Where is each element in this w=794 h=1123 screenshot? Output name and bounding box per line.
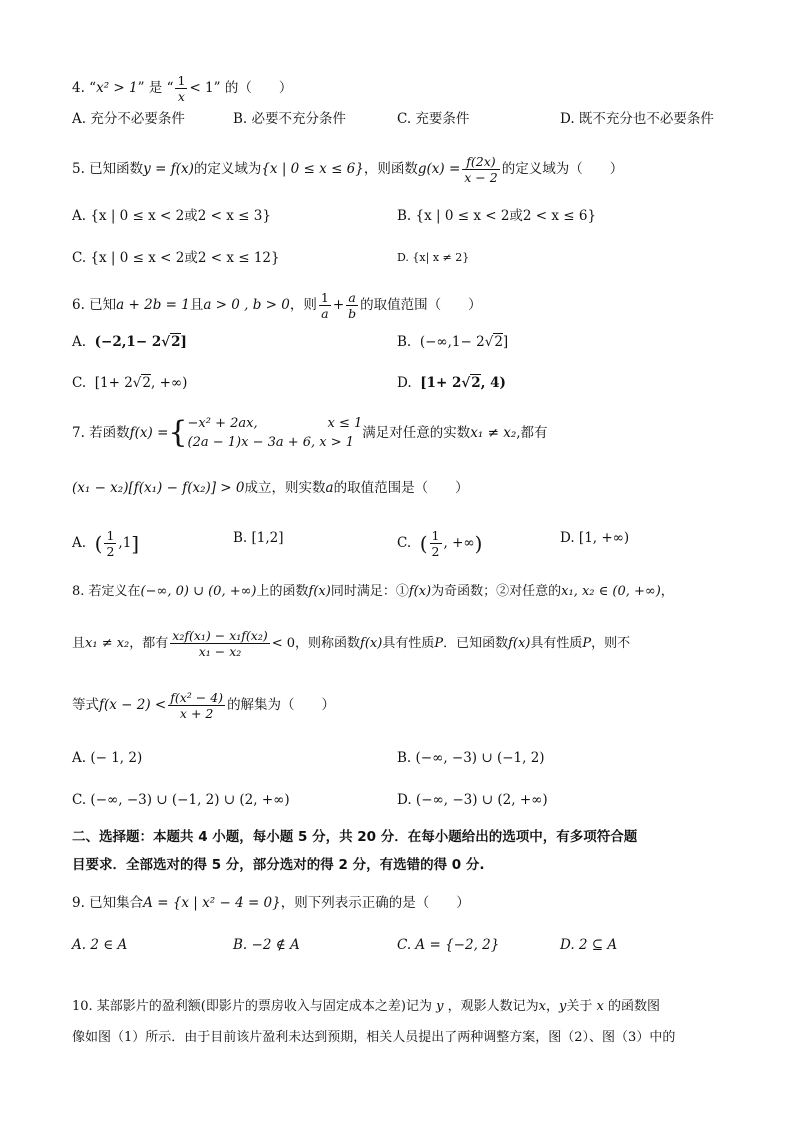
q7-option-c-paren: ( bbox=[419, 531, 428, 556]
q7-text: 满足对任意的实数 bbox=[362, 425, 471, 441]
q8-text: 的解集为（ ） bbox=[227, 697, 336, 713]
q10-text: 10. 某部影片的盈利额(即影片的票房收入与固定成本之差)记为 bbox=[72, 999, 432, 1014]
q8-property: P bbox=[434, 636, 444, 651]
q4-text: 4. “ bbox=[72, 80, 97, 96]
q6-option-a-part: ] bbox=[180, 334, 187, 350]
q6-text: 且 bbox=[189, 297, 204, 313]
q8-stem-line-2 bbox=[72, 628, 734, 659]
q8-inequality-lhs: f(x − 2) < bbox=[99, 697, 167, 713]
q7-text: 的取值范围是（ ） bbox=[333, 480, 469, 496]
q6-option-d-value: [1+ 2√2, 4) bbox=[420, 375, 506, 391]
q8-inequality-num: f(x² − 4) bbox=[170, 690, 224, 705]
q8-text: 等式 bbox=[72, 697, 99, 713]
q7-option-d: D. [1, +∞) bbox=[560, 530, 630, 546]
q6-option-d-label: D. bbox=[397, 375, 412, 391]
q7-option-c-fraction bbox=[430, 528, 442, 559]
q6-option-b-label: B. bbox=[397, 334, 412, 350]
q6-option-c-part: , +∞) bbox=[151, 375, 188, 391]
q4-condition-1: x² > 1 bbox=[96, 80, 138, 96]
q5-function: y = f(x) bbox=[143, 161, 194, 177]
q7-text: 7. 若函数 bbox=[72, 425, 130, 441]
q4-stem bbox=[72, 73, 734, 104]
q8-function: f(x) bbox=[360, 636, 383, 651]
q6-stem bbox=[72, 290, 734, 321]
q8-text: 8. 若定义在 bbox=[72, 584, 141, 599]
q4-fraction bbox=[175, 73, 187, 104]
q4-text: ” 是 “ bbox=[137, 80, 174, 96]
q6-fraction-1 bbox=[319, 290, 331, 321]
q5-fraction bbox=[462, 154, 499, 185]
q7-piecewise bbox=[188, 414, 363, 452]
q8-fraction bbox=[170, 628, 269, 659]
q6-option-a-part: (−2,1− 2 bbox=[94, 334, 162, 350]
q10-text: ， bbox=[545, 999, 559, 1014]
q7-piece-1-cond: x ≤ 1 bbox=[327, 416, 363, 431]
q7-piece-2: (2a − 1)x − 3a + 6, x > 1 bbox=[187, 435, 355, 450]
q8-option-c: C. (−∞, −3) ∪ (−1, 2) ∪ (2, +∞) bbox=[72, 792, 290, 808]
q5-text: 的定义域为（ ） bbox=[501, 161, 624, 177]
q6-condition: a > 0 , b > 0 bbox=[203, 297, 290, 313]
q7-x1x2: x₁ ≠ x₂ bbox=[470, 425, 517, 441]
q8-inequality-den: x + 2 bbox=[179, 706, 214, 721]
q7-variable: a bbox=[325, 480, 334, 496]
q7-piece-1-expr: −x² + 2ax, bbox=[187, 416, 258, 431]
q9-option-a: A. 2 ∈ A bbox=[72, 937, 128, 953]
q4-option-a: A. 充分不必要条件 bbox=[72, 111, 185, 127]
q6-equation: a + 2b = 1 bbox=[116, 297, 190, 313]
q9-text: ，则下列表示正确的是（ ） bbox=[280, 895, 470, 911]
q8-function: f(x) bbox=[508, 636, 531, 651]
q7-text: 成立，则实数 bbox=[244, 480, 326, 496]
q7-option-c-den: 2 bbox=[431, 544, 440, 559]
q7-option-c bbox=[397, 528, 482, 559]
q8-stem-line-3 bbox=[72, 690, 734, 721]
q10-text: 关于 bbox=[566, 999, 593, 1014]
q6-option-c-value: [1+ 2√2, +∞) bbox=[94, 375, 188, 391]
q6-option-c-part: [1+ 2 bbox=[94, 375, 133, 391]
q6-fraction-1-num: 1 bbox=[320, 290, 329, 305]
q8-property: P bbox=[582, 636, 592, 651]
q7-option-a-bracket: ] bbox=[131, 531, 140, 556]
q4-condition-2-rest: < 1 bbox=[189, 80, 214, 96]
q5-domain: {x | 0 ≤ x ≤ 6} bbox=[261, 161, 364, 177]
q10-var-x: x bbox=[596, 999, 604, 1014]
q7-option-a-paren: ( bbox=[94, 531, 103, 556]
q4-text: ” 的（ ） bbox=[213, 80, 293, 96]
q5-option-c: C. {x | 0 ≤ x < 2或2 < x ≤ 12} bbox=[72, 250, 280, 266]
q5-fraction-num: f(2x) bbox=[462, 154, 499, 170]
q8-function: f(x) bbox=[308, 584, 331, 599]
q8-option-d: D. (−∞, −3) ∪ (2, +∞) bbox=[397, 792, 548, 808]
q6-option-a bbox=[72, 332, 187, 352]
q8-condition: x₁ ≠ x₂ bbox=[85, 636, 130, 651]
q7-option-a-num: 1 bbox=[106, 528, 115, 543]
q7-option-a-fraction bbox=[104, 528, 116, 559]
q8-function: f(x) bbox=[408, 584, 432, 599]
q9-set: A = {x | x² − 4 = 0} bbox=[143, 895, 281, 911]
q6-plus: + bbox=[332, 297, 345, 313]
q6-option-b-part: ] bbox=[502, 334, 509, 350]
q6-option-c bbox=[72, 373, 187, 393]
q7-option-c-rest: , +∞ bbox=[443, 535, 475, 551]
q8-text: 且 bbox=[72, 636, 86, 651]
q7-text: ,都有 bbox=[516, 425, 548, 441]
q6-text: 6. 已知 bbox=[72, 297, 117, 313]
q6-option-d-part: , 4) bbox=[480, 375, 506, 391]
section-2-heading-line-2: 目要求．全部选对的得 5 分，部分选对的得 2 分，有选错的得 0 分. bbox=[72, 857, 485, 873]
q10-text: 的函数图 bbox=[607, 999, 660, 1014]
q10-var-y: y bbox=[558, 999, 567, 1014]
q5-option-d: D. {x| x ≠ 2} bbox=[397, 251, 470, 264]
q7-option-a-rest: ,1 bbox=[118, 535, 132, 551]
q4-option-c: C. 充要条件 bbox=[397, 111, 470, 127]
q10-var-x: x bbox=[538, 999, 546, 1014]
q9-option-b: B. −2 ∉ A bbox=[233, 937, 300, 953]
q7-brace: { bbox=[168, 415, 188, 450]
q9-option-d: D. 2 ⊆ A bbox=[560, 937, 618, 953]
q6-option-d bbox=[397, 373, 506, 393]
q10-text: ，观影人数记为 bbox=[447, 999, 539, 1014]
q8-stem-line-1 bbox=[72, 582, 734, 602]
q8-option-b: B. (−∞, −3) ∪ (−1, 2) bbox=[397, 750, 545, 766]
q5-option-b: B. {x | 0 ≤ x < 2或2 < x ≤ 6} bbox=[397, 208, 597, 224]
q7-piece-1 bbox=[188, 414, 363, 433]
q8-text: ，则不 bbox=[591, 636, 631, 651]
q6-fraction-1-den: a bbox=[321, 306, 329, 321]
q5-stem bbox=[72, 154, 734, 185]
q8-text: ， bbox=[660, 584, 674, 599]
q8-x1x2-range: x₁, x₂ ∈ (0, +∞) bbox=[561, 584, 661, 599]
q4-fraction-den: x bbox=[177, 89, 185, 104]
q8-text: 具有性质 bbox=[382, 636, 435, 651]
q8-fraction-den: x₁ − x₂ bbox=[198, 644, 242, 659]
q5-text: 的定义域为 bbox=[193, 161, 262, 177]
q7-option-b: B. [1,2] bbox=[233, 530, 284, 546]
q6-option-b-value: (−∞,1− 2√2] bbox=[419, 334, 509, 350]
q7-option-a-label: A. bbox=[72, 535, 87, 551]
q9-text: 9. 已知集合 bbox=[72, 895, 144, 911]
q5-g-function: g(x) = bbox=[417, 161, 461, 177]
q7-option-c-label: C. bbox=[397, 535, 412, 551]
q6-text: 的取值范围（ ） bbox=[360, 297, 482, 313]
q6-fraction-2-num: a bbox=[346, 290, 358, 306]
q6-option-a-label: A. bbox=[72, 334, 87, 350]
q7-option-c-paren-close: ) bbox=[474, 531, 483, 556]
q5-option-a: A. {x | 0 ≤ x < 2或2 < x ≤ 3} bbox=[72, 208, 271, 224]
q8-inequality-fraction bbox=[168, 690, 225, 721]
q8-text: 上的函数 bbox=[256, 584, 309, 599]
q10-var-y: y bbox=[436, 999, 444, 1014]
q7-function: f(x) = bbox=[129, 425, 169, 441]
q4-fraction-num: 1 bbox=[177, 73, 186, 88]
q6-option-a-sqrt: 2 bbox=[171, 334, 181, 350]
q8-text: ，都有 bbox=[129, 636, 169, 651]
q8-text: 同时满足：① bbox=[330, 584, 409, 599]
q6-fraction-2 bbox=[346, 290, 358, 321]
q6-option-a-value: (−2,1− 2√2] bbox=[94, 334, 187, 350]
q6-option-d-sqrt: 2 bbox=[471, 375, 481, 391]
q6-option-b-part: (−∞,1− 2 bbox=[419, 334, 485, 350]
q4-option-d: D. 既不充分也不必要条件 bbox=[560, 111, 714, 127]
q7-stem-line-2 bbox=[72, 478, 734, 498]
q6-option-c-label: C. bbox=[72, 375, 87, 391]
q7-option-a-den: 2 bbox=[106, 544, 115, 559]
q5-fraction-den: x − 2 bbox=[464, 170, 498, 185]
q6-text: ，则 bbox=[289, 297, 317, 313]
q8-option-a: A. (− 1, 2) bbox=[72, 750, 143, 766]
q8-text: < 0，则称函数 bbox=[271, 636, 361, 651]
q8-fraction-num: x₂f(x₁) − x₁f(x₂) bbox=[172, 628, 268, 643]
q7-option-c-num: 1 bbox=[431, 528, 440, 543]
q9-option-c: C. A = {−2, 2} bbox=[397, 937, 500, 953]
q4-option-b: B. 必要不充分条件 bbox=[233, 111, 347, 127]
q7-stem bbox=[72, 414, 734, 456]
q5-text: 5. 已知函数 bbox=[72, 161, 144, 177]
q8-text: 具有性质 bbox=[530, 636, 583, 651]
q6-option-b bbox=[397, 332, 508, 352]
q6-fraction-2-den: b bbox=[348, 306, 357, 321]
q6-option-b-sqrt: 2 bbox=[494, 334, 503, 350]
q6-option-c-sqrt: 2 bbox=[142, 375, 151, 391]
q6-option-d-part: [1+ 2 bbox=[420, 375, 462, 391]
q8-text: ．已知函数 bbox=[443, 636, 509, 651]
q8-text: 为奇函数；②对任意的 bbox=[431, 584, 562, 599]
q10-stem-line-1 bbox=[72, 997, 734, 1017]
q9-stem bbox=[72, 893, 734, 913]
q5-text: ，则函数 bbox=[363, 161, 418, 177]
q7-inequality: (x₁ − x₂)[f(x₁) − f(x₂)] > 0 bbox=[72, 480, 245, 496]
q7-option-a bbox=[72, 528, 139, 559]
q8-domain: (−∞, 0) ∪ (0, +∞) bbox=[140, 584, 257, 599]
section-2-heading-line-1: 二、选择题：本题共 4 小题，每小题 5 分，共 20 分．在每小题给出的选项中，有多项符合题 bbox=[72, 829, 638, 845]
q10-stem-line-2: 像如图（1）所示．由于目前该片盈利未达到预期，相关人员提出了两种调整方案，图（2）、图（3）中的 bbox=[72, 1030, 676, 1045]
